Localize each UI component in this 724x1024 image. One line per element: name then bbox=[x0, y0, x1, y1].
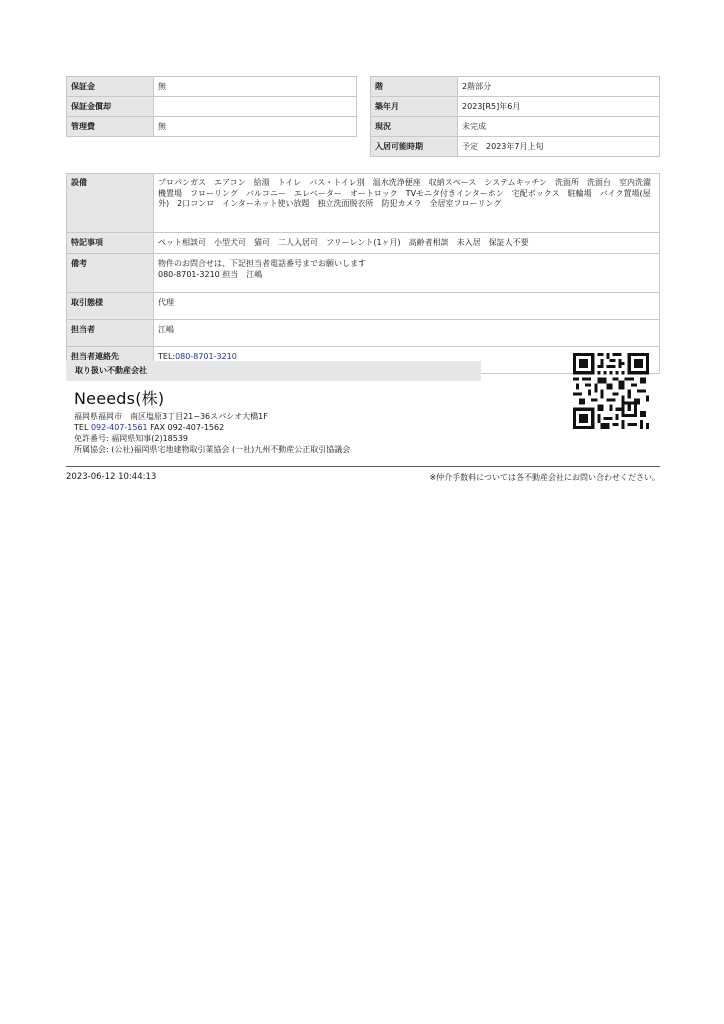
staff-contact-label: 担当者連絡先 bbox=[67, 347, 154, 374]
table-row bbox=[371, 77, 660, 97]
table-row bbox=[67, 97, 357, 117]
remarks-line: 080-8701-3210 担当 江嶋 bbox=[158, 269, 263, 279]
special-notes-value: ペット相談可 小型犬可 猫可 二人入居可 フリーレント(1ヶ月) 高齢者相談 未入居 保証人不要 bbox=[154, 233, 660, 254]
company-fax: FAX 092-407-1562 bbox=[147, 423, 225, 432]
building-table bbox=[370, 76, 660, 157]
status-value: 未完成 bbox=[458, 117, 660, 137]
deposit-value: 無 bbox=[154, 77, 357, 97]
move-in-value: 予定 2023年7月上旬 bbox=[458, 137, 660, 157]
deposit-amortization-label: 保証金償却 bbox=[67, 97, 154, 117]
floor-value: 2階部分 bbox=[458, 77, 660, 97]
status-label: 現況 bbox=[371, 117, 458, 137]
company-name: Neeeds(株) bbox=[74, 389, 165, 408]
company-phone-fax bbox=[74, 422, 224, 433]
move-in-label: 入居可能時期 bbox=[371, 137, 458, 157]
transaction-type-value: 代理 bbox=[154, 293, 660, 320]
table-row bbox=[371, 97, 660, 117]
built-date-value: 2023[R5]年6月 bbox=[458, 97, 660, 117]
association: 所属協会: (公社)福岡県宅地建物取引業協会 (一社)九州不動産公正取引協議会 bbox=[74, 445, 351, 454]
staff-label: 担当者 bbox=[67, 320, 154, 347]
table-row bbox=[67, 174, 660, 233]
table-row bbox=[67, 254, 660, 293]
table-row bbox=[67, 233, 660, 254]
floor-label: 階 bbox=[371, 77, 458, 97]
table-row bbox=[371, 117, 660, 137]
license-number: 免許番号: 福岡県知事(2)18539 bbox=[74, 434, 189, 443]
footer-divider bbox=[66, 466, 660, 467]
equipment-value: プロパンガス エアコン 給湯 トイレ バス・トイレ別 温水洗浄便座 収納スペース システムキッチン 洗面所 洗面台 室内洗濯機置場 フローリング バルコニー エレベーター オートロック TVモニタ付きインターホン 宅配ボックス 駐輪場 バイク置場(屋外) 2口コンロ インターネット使い放題 独立洗面脱衣所 防犯カメラ 全居室フローリング bbox=[154, 174, 660, 233]
print-timestamp: 2023-06-12 10:44:13 bbox=[66, 472, 157, 482]
table-row bbox=[67, 77, 357, 97]
fee-table bbox=[66, 76, 357, 137]
qr-code-icon bbox=[573, 353, 649, 429]
special-notes-label: 特記事項 bbox=[67, 233, 154, 254]
tel-prefix: TEL: bbox=[158, 352, 176, 361]
agency-section-header: 取り扱い不動産会社 bbox=[66, 361, 481, 381]
remarks-line: 物件のお問合せは、下記担当者電話番号までお願いします bbox=[158, 259, 366, 268]
table-row bbox=[371, 137, 660, 157]
table-row bbox=[67, 117, 357, 137]
commission-note: ※仲介手数料については各不動産会社にお問い合わせください。 bbox=[429, 473, 660, 482]
built-date-label: 築年月 bbox=[371, 97, 458, 117]
remarks-label: 備考 bbox=[67, 254, 154, 293]
company-tel-link[interactable]: 092-407-1561 bbox=[90, 423, 148, 432]
equipment-label: 設備 bbox=[67, 174, 154, 233]
deposit-amortization-value bbox=[154, 97, 357, 117]
staff-phone-link[interactable]: 080-8701-3210 bbox=[175, 352, 237, 361]
table-row bbox=[67, 293, 660, 320]
transaction-type-label: 取引態様 bbox=[67, 293, 154, 320]
management-fee-label: 管理費 bbox=[67, 117, 154, 137]
staff-value: 江嶋 bbox=[154, 320, 660, 347]
management-fee-value: 無 bbox=[154, 117, 357, 137]
company-address: 福岡県福岡市 南区塩原3丁目21−36スパシオ大橋1F bbox=[74, 412, 268, 421]
remarks-value bbox=[154, 254, 660, 293]
deposit-label: 保証金 bbox=[67, 77, 154, 97]
details-table bbox=[66, 173, 660, 374]
tel-label: TEL bbox=[74, 423, 91, 432]
table-row bbox=[67, 320, 660, 347]
